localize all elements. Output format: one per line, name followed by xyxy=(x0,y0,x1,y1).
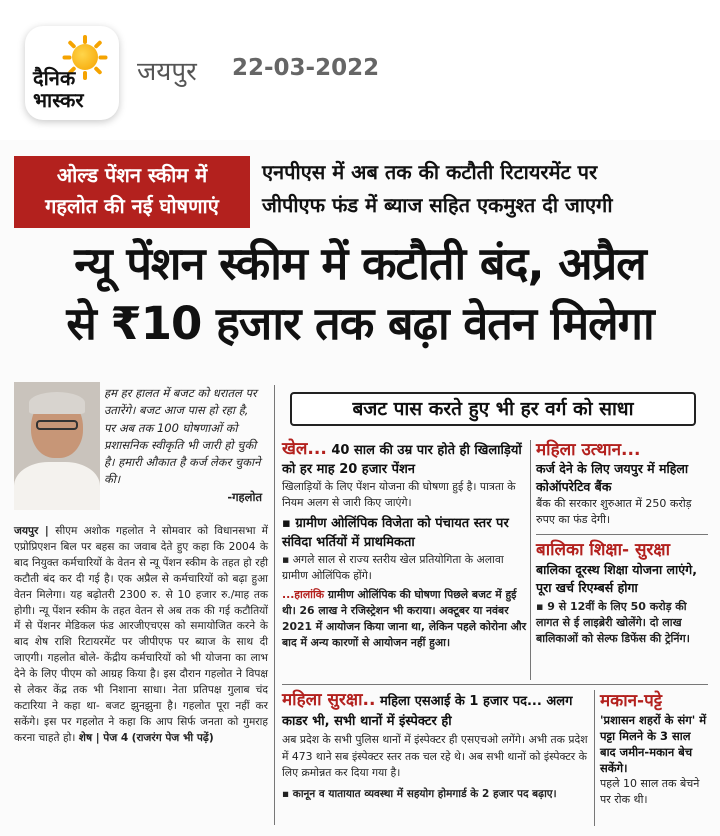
deck-text xyxy=(262,156,712,222)
dainik-bhaskar-logo xyxy=(25,26,119,120)
sun-ray xyxy=(83,35,87,44)
makan-lead: 'प्रशासन शहरों के संग' में पट्टा मिलने के 3 साल बाद जमीन-मकान बेच सकेंगे। xyxy=(600,713,707,775)
khel-kicker: खेल... xyxy=(282,439,327,459)
sun-ray xyxy=(93,66,102,75)
column-divider-bottom xyxy=(594,690,595,826)
section-tag-line2: गहलोत की नई घोषणाएं xyxy=(45,194,219,218)
budget-box-heading: बजट पास करते हुए भी हर वर्ग को साधा xyxy=(290,392,696,426)
sun-ray xyxy=(83,71,87,80)
housing-section xyxy=(600,690,708,807)
photo-hair xyxy=(29,392,85,414)
photo-body xyxy=(14,462,100,510)
mahila-lead: कर्ज देने के लिए जयपुर में महिला कोऑपरेटिव बैंक xyxy=(536,461,689,494)
main-headline xyxy=(14,234,706,354)
suraksha-bullet: ▪ कानून व यातायात व्यवस्था में सहयोग होमगार्ड के 2 हजार पद बढ़ाए। xyxy=(282,787,557,800)
khel-section xyxy=(282,440,528,654)
makan-text: पहले 10 साल तक बेचने पर रोक थी। xyxy=(600,777,700,806)
mahila-text: बैंक की सरकार शुरुआत में 250 करोड़ रुपए का फंड देगी। xyxy=(536,497,692,526)
khel-text: खिलाड़ियों के लिए पेंशन योजना की घोषणा हुई है। पात्रता के नियम अलग से जारी किए जाएंगे। xyxy=(282,480,516,509)
balika-lead: बालिका दूरस्थ शिक्षा योजना लाएंगे, पूरा खर्च रिएम्बर्स होगा xyxy=(536,562,697,595)
headline-line1: न्यू पेंशन स्कीम में कटौती बंद, अप्रैल xyxy=(74,237,646,290)
section-tag-line1: ओल्ड पेंशन स्कीम में xyxy=(56,163,208,187)
quote-signature: -गहलोत xyxy=(227,489,262,504)
headline-line2: से ₹10 हजार तक बढ़ा वेतन मिलेगा xyxy=(66,297,654,350)
column-divider-left xyxy=(274,385,275,825)
balika-bullet: ▪ 9 से 12वीं के लिए 50 करोड़ की लागत से ई लाइब्रेरी खोलेंगे। दो लाख बालिकाओं को सेल्फ डिफेंस की ट्रेनिंग। xyxy=(536,600,690,645)
deck-line1: एनपीएस में अब तक की कटौती रिटायरमेंट पर xyxy=(262,160,598,184)
suraksha-text: अब प्रदेश के सभी पुलिस थानों में इंस्पेक्टर ही एसएचओ लगेंगे। अभी तक प्रदेश में 473 थाने सब इंस्पेक्टर स्तर तक चल रहे थे। अब सभी थानों को इंस्पेक्टर के लिए क्रमोन्नत कर दिया गया है। xyxy=(282,733,588,779)
khel-lead: 40 साल की उम्र पार होते ही खिलाड़ियों को हर माह 20 हजार पेंशन xyxy=(282,443,522,477)
continued-note: शेष | पेज 4 xyxy=(78,731,129,744)
sun-icon xyxy=(72,44,98,70)
source-header xyxy=(0,0,720,140)
body-text: सीएम अशोक गहलोत ने सोमवार को विधानसभा में एप्रोप्रिएशन बिल पर बहस का जवाब देते हुए कहा कि 2004 के बाद नियुक्त कर्मचारियों के वेतन से न्यू पेंशन स्कीम के तहत हो रही कटौती बंद कर दी गई है। एक अप्रैल से कर्मचारियों को बढ़ा हुआ वेतन मिलेगा। यह बढ़ोतरी 2300 रु. से 10 हजार रु./माह तक होगी। न्यू पेंशन स्कीम के तहत वेतन से अब तक की गई कटौतियों में से पेंशनर मेडिकल फंड आरजीएचएस को समायोजित करने के बाद शेष राशि रिटायरमेंट पर जीपीएफ पर ब्याज के साथ दी जाएगी। गहलोत बोले- केंद्रीय कर्मचारियों को भी योजना का लाभ देने के लिए पीएम को आग्रह किया है। इस दौरान गहलोत ने विपक्ष से लेकर केंद्र तक भी निशाना साधा। नेता प्रतिपक्ष गुलाब चंद कटारिया ने कहा था- बजट झुनझुना है। गहलोत पूरा नहीं कर सकेंगे। इस पर गहलोत ने कहा कि आप सिर्फ जनता को गुमराह करना चाहते हो। xyxy=(14,525,268,744)
women-section xyxy=(536,440,708,647)
logo-text-line2: भास्कर xyxy=(33,88,84,112)
makan-kicker: मकान-पट्टे xyxy=(600,691,663,711)
page-credit: (राजरंग पेज भी पढ़ें) xyxy=(131,731,214,744)
balika-kicker: बालिका शिक्षा- सुरक्षा xyxy=(536,534,708,561)
khel-note: ग्रामीण ओलिंपिक की घोषणा पिछले बजट में हुई थी। 26 लाख ने रजिस्ट्रेशन भी कराया। अक्टूबर या नवंबर 2021 में आयोजन किया जाना था, लेकिन पहले कोरोना और बाद में अन्य कारणों से आयोजन नहीं हुआ। xyxy=(282,588,527,649)
article-body xyxy=(14,524,268,747)
khel-bullet-head: ▪ ग्रामीण ओलिंपिक विजेता को पंचायत स्तर पर संविदा भर्तियों में प्राथमिकता xyxy=(282,516,509,550)
logo-text-line1: दैनिक xyxy=(33,66,76,90)
suraksha-lead: महिला एसआई के 1 हजार पद... अलग काडर भी, सभी थानों में इंस्पेक्टर ही xyxy=(282,694,573,729)
mahila-kicker: महिला उत्थान... xyxy=(536,440,641,460)
deck-line2: जीपीएफ फंड में ब्याज सहित एकमुश्त दी जाएगी xyxy=(262,193,613,217)
pull-quote xyxy=(104,385,262,506)
dateline: जयपुर | xyxy=(14,525,56,537)
section-divider xyxy=(282,684,708,685)
women-safety-section xyxy=(282,690,588,802)
sun-ray xyxy=(99,56,108,60)
column-divider-right xyxy=(530,440,531,680)
section-tag xyxy=(14,156,250,228)
cm-photo xyxy=(14,382,100,510)
city-label: जयपुर xyxy=(137,57,197,87)
khel-bullet-text: ▪ अगले साल से राज्य स्तरीय खेल प्रतियोगिता के अलावा ग्रामीण ओलिंपिक होंगे। xyxy=(282,553,504,582)
photo-glasses xyxy=(36,420,78,430)
quote-text: हम हर हालत में बजट को धरातल पर उतारेंगे। बजट आज पास हो रहा है, पर अब तक 100 घोषणाओं को प्रशासनिक स्वीकृति भी जारी हो चुकी है। हमारी औकात है कर्ज लेकर चुकाने की। xyxy=(104,386,261,487)
sun-ray xyxy=(63,56,72,60)
suraksha-kicker: महिला सुरक्षा.. xyxy=(282,690,376,710)
khel-note-kicker: ...हालांकि xyxy=(282,588,325,601)
date-label: 22-03-2022 xyxy=(232,55,380,81)
